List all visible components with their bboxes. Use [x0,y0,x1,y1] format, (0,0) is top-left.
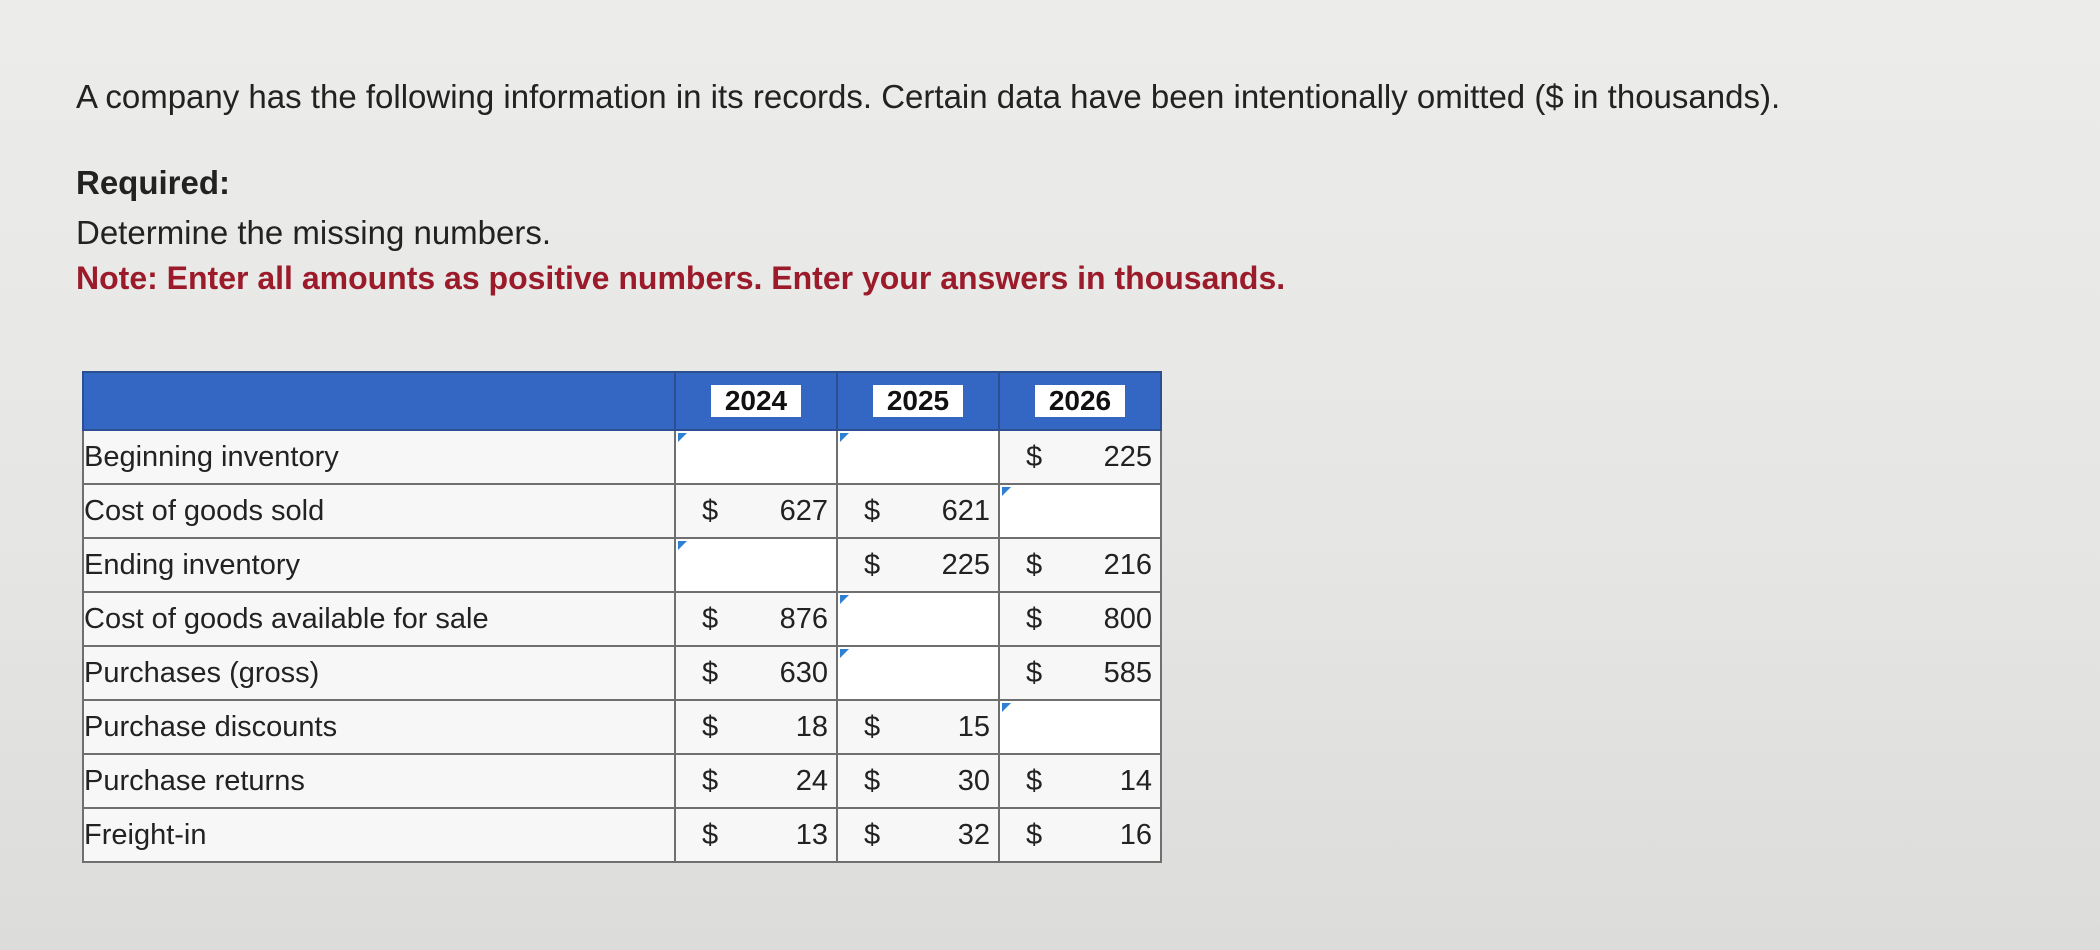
amount-cell [675,808,837,862]
amount-cell [999,754,1161,808]
amount-value: 585 [1103,656,1152,689]
amount-cell [837,538,999,592]
currency-symbol: $ [1026,764,1043,797]
amount-cell [837,808,999,862]
table-row [83,808,1161,862]
amount-cell [999,646,1161,700]
row-label: Cost of goods available for sale [83,592,675,646]
currency-symbol: $ [1026,818,1043,851]
table-row [83,592,1161,646]
amount-cell [837,754,999,808]
table-row [83,646,1161,700]
amount-value: 24 [795,764,828,797]
required-text: Determine the missing numbers. [76,214,552,251]
amount-cell [675,646,837,700]
currency-symbol: $ [702,494,719,527]
amount-cell [837,484,999,538]
answer-input[interactable] [837,646,999,700]
amount-value: 15 [957,710,990,743]
currency-symbol: $ [864,494,881,527]
currency-symbol: $ [864,548,881,581]
amount-value: 16 [1119,818,1152,851]
table-row [83,538,1161,592]
amount-value: 225 [1103,440,1152,473]
row-label: Purchase discounts [83,700,675,754]
note-text: Note: Enter all amounts as positive numbers. Enter your answers in thousands. [76,260,1286,296]
header-year-2025: 2025 [837,372,999,430]
currency-symbol: $ [864,818,881,851]
row-label: Cost of goods sold [83,484,675,538]
answer-input[interactable] [675,430,837,484]
amount-value: 216 [1103,548,1152,581]
row-label: Beginning inventory [83,430,675,484]
currency-symbol: $ [1026,440,1043,473]
amount-value: 32 [957,818,990,851]
amount-value: 630 [779,656,828,689]
answer-input[interactable] [837,592,999,646]
table-row [83,700,1161,754]
currency-symbol: $ [1026,548,1043,581]
row-label: Freight-in [83,808,675,862]
amount-value: 14 [1119,764,1152,797]
amount-cell [675,484,837,538]
amount-cell [999,808,1161,862]
amount-value: 13 [795,818,828,851]
currency-symbol: $ [702,710,719,743]
currency-symbol: $ [1026,602,1043,635]
table-row [83,430,1161,484]
amount-cell [999,538,1161,592]
table-header-row [83,372,1161,430]
amount-cell [837,700,999,754]
answer-input[interactable] [837,430,999,484]
row-label: Ending inventory [83,538,675,592]
amount-value: 627 [779,494,828,527]
header-year-2026: 2026 [999,372,1161,430]
amount-value: 225 [941,548,990,581]
row-label: Purchase returns [83,754,675,808]
currency-symbol: $ [1026,656,1043,689]
currency-symbol: $ [864,710,881,743]
answer-input[interactable] [999,700,1161,754]
problem-intro: A company has the following information in its records. Certain data have been intentionally omitted ($ in thousands). [76,78,1781,115]
amount-value: 876 [779,602,828,635]
amount-value: 800 [1103,602,1152,635]
currency-symbol: $ [702,656,719,689]
row-label: Purchases (gross) [83,646,675,700]
required-heading: Required: [76,164,231,201]
answer-input[interactable] [675,538,837,592]
amount-cell [999,430,1161,484]
amount-cell [675,592,837,646]
amount-cell [999,592,1161,646]
header-year-2024: 2024 [675,372,837,430]
amount-cell [675,700,837,754]
inventory-table [82,371,1162,863]
amount-value: 621 [941,494,990,527]
header-blank [83,372,675,430]
amount-value: 30 [957,764,990,797]
amount-cell [675,754,837,808]
currency-symbol: $ [864,764,881,797]
answer-input[interactable] [999,484,1161,538]
currency-symbol: $ [702,764,719,797]
currency-symbol: $ [702,818,719,851]
amount-value: 18 [795,710,828,743]
currency-symbol: $ [702,602,719,635]
table-row [83,754,1161,808]
table-row [83,484,1161,538]
